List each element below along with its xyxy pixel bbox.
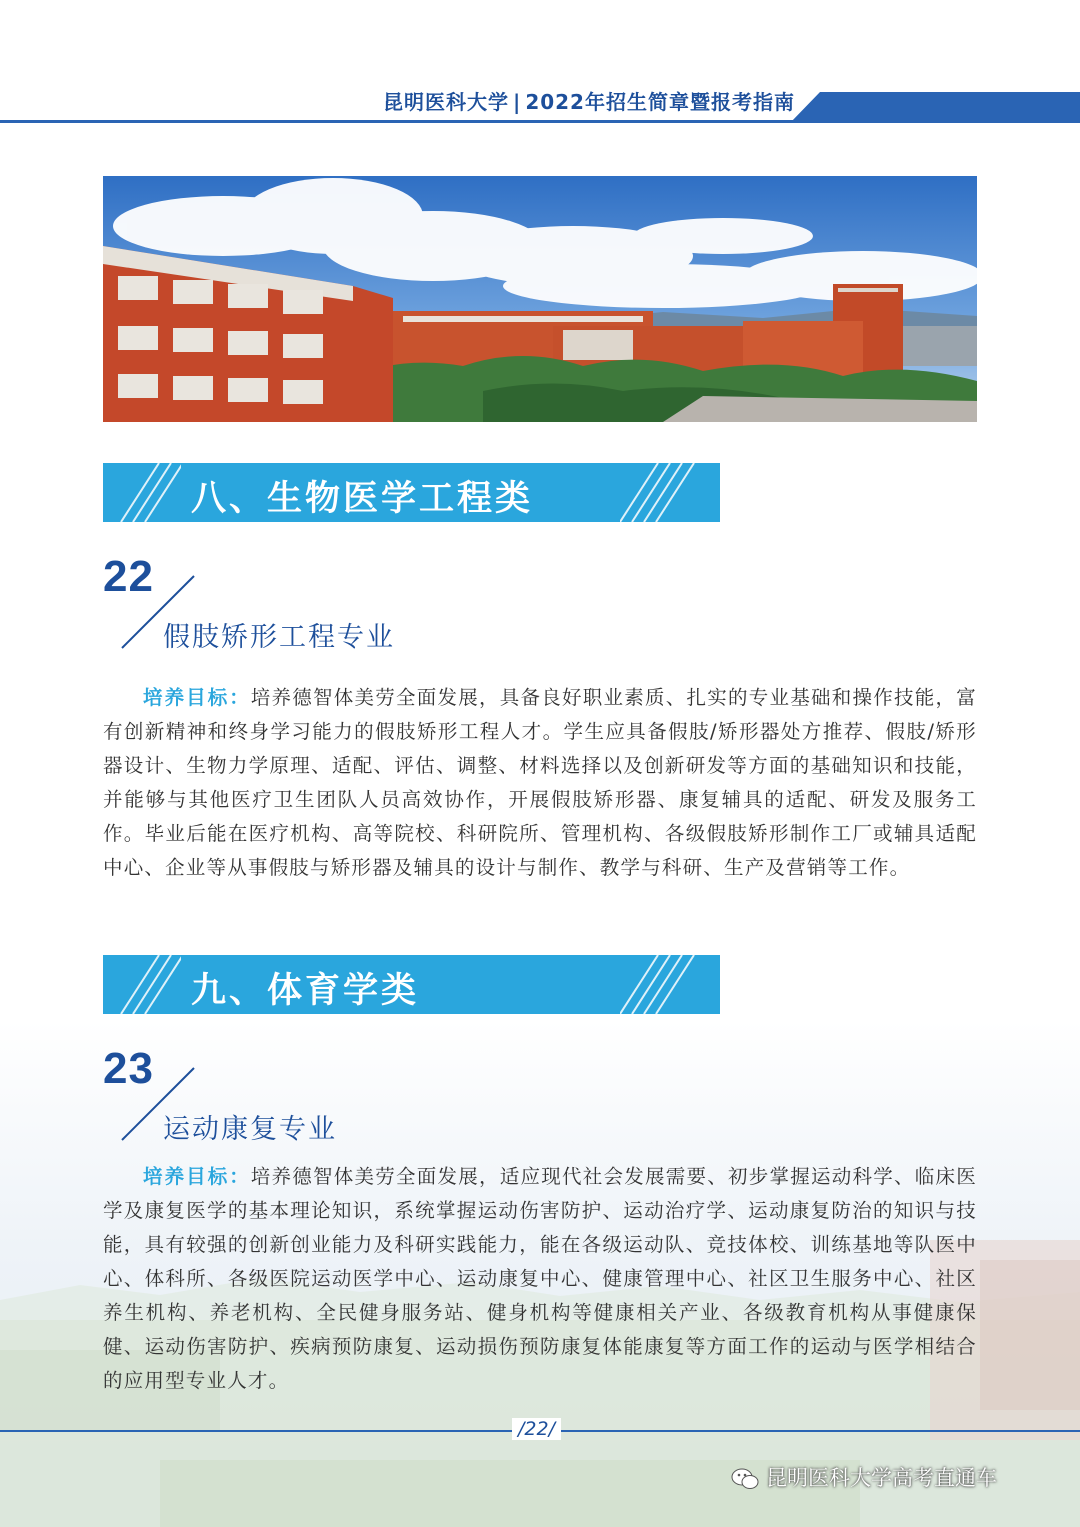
- section-heading: 九、体育学类: [191, 971, 420, 1011]
- training-goal-paragraph: [103, 1160, 977, 1398]
- header-school: 昆明医科大学: [383, 90, 509, 114]
- section-banner-9: [103, 955, 720, 1014]
- wechat-icon: [730, 1466, 760, 1492]
- watermark-text: 昆明医科大学高考直通车: [766, 1466, 997, 1490]
- training-goal-label: 培养目标：: [143, 1165, 251, 1188]
- major-number: 23: [103, 1044, 154, 1093]
- training-goal-text: 培养德智体美劳全面发展，具备良好职业素质、扎实的专业基础和操作技能，富有创新精神和终身学习能力的假肢矫形工程人才。学生应具备假肢/矫形器处方推荐、假肢/矫形器设计、生物力学原理、适配、评估、调整、材料选择以及创新研发等方面的基础知识和技能，并能够与其他医疗卫生团队人员高效协作，开展假肢矫形器、康复辅具的适配、研发及服务工作。毕业后能在医疗机构、高等院校、科研院所、管理机构、各级假肢矫形制作工厂或辅具适配中心、企业等从事假肢与矫形器及辅具的设计与制作、教学与科研、生产及营销等工作。: [103, 686, 977, 879]
- header-separator: |: [513, 90, 522, 114]
- watermark: [730, 1462, 997, 1492]
- section-heading: 八、生物医学工程类: [191, 479, 534, 519]
- page-number: /22/: [512, 1418, 561, 1440]
- banner-stripes-right: [620, 955, 710, 1014]
- header-title: [383, 86, 795, 115]
- banner-stripes-left: [111, 955, 181, 1014]
- campus-photo: [103, 176, 977, 422]
- header-rule: [0, 120, 1080, 123]
- major-title: 假肢矫形工程专业: [163, 622, 395, 653]
- header-band: [790, 92, 1080, 123]
- banner-stripes-left: [111, 463, 181, 522]
- training-goal-paragraph: [103, 681, 977, 885]
- banner-stripes-right: [620, 463, 710, 522]
- section-banner-8: [103, 463, 720, 522]
- training-goal-label: 培养目标：: [143, 686, 251, 709]
- header-guide-title: 2022年招生简章暨报考指南: [525, 90, 795, 114]
- page-number-value: 22: [524, 1418, 549, 1440]
- major-title: 运动康复专业: [163, 1114, 337, 1145]
- major-number: 22: [103, 552, 154, 601]
- training-goal-text: 培养德智体美劳全面发展，适应现代社会发展需要、初步掌握运动科学、临床医学及康复医学的基本理论知识，系统掌握运动伤害防护、运动治疗学、运动康复防治的知识与技能，具有较强的创新创业能力及科研实践能力，能在各级运动队、竞技体校、训练基地等队医中心、体科所、各级医院运动医学中心、运动康复中心、健康管理中心、社区卫生服务中心、社区养生机构、养老机构、全民健身服务站、健身机构等健康相关产业、各级教育机构从事健康保健、运动伤害防护、疾病预防康复、运动损伤预防康复体能康复等方面工作的运动与医学相结合的应用型专业人才。: [103, 1165, 977, 1392]
